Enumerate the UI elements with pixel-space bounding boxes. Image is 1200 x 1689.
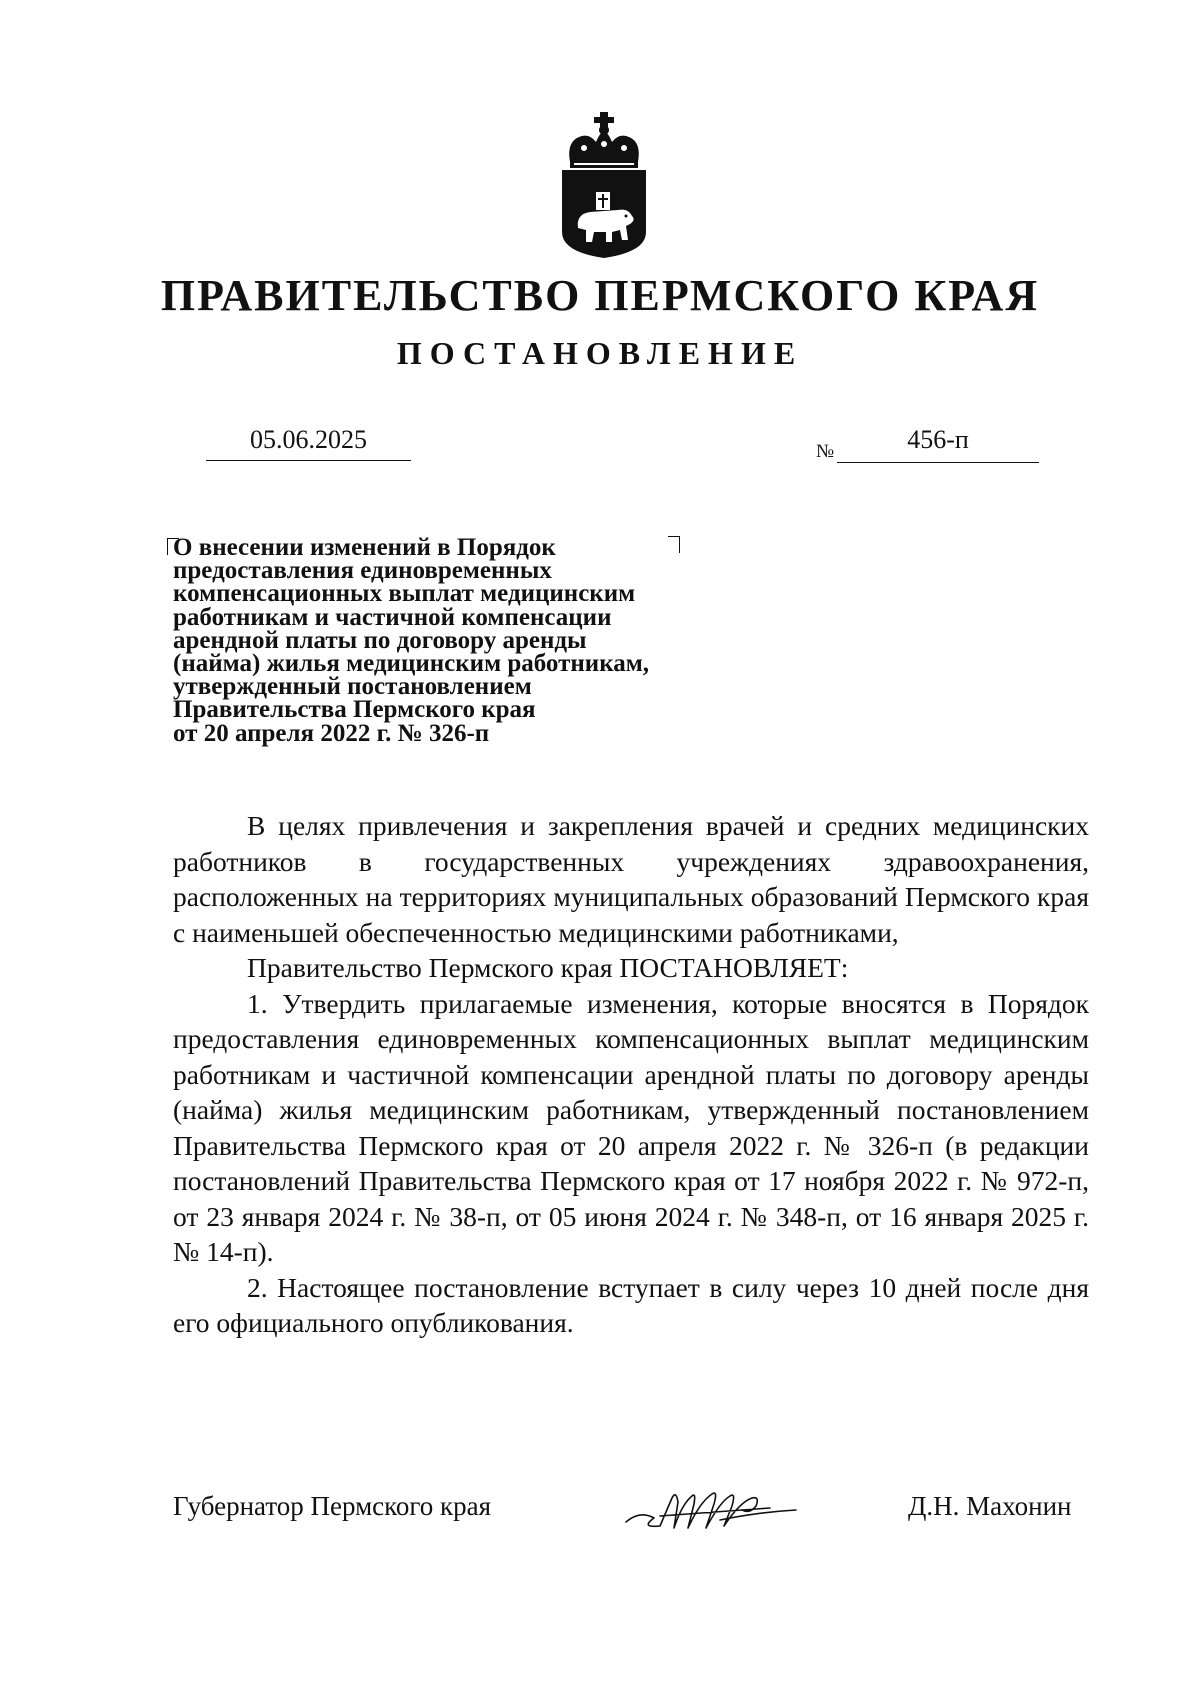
number-label: №: [816, 441, 835, 462]
subject-line: О внесении изменений в Порядок: [173, 534, 556, 561]
signatory-name: Д.Н. Махонин: [908, 1491, 1072, 1521]
subject-line: компенсационных выплат медицинским: [173, 580, 636, 608]
subject-line: утвержденный постановлением: [173, 673, 532, 701]
body-paragraph-item-2: 2. Настоящее постановление вступает в силу через 10 дней после дня его официального опубликования.: [173, 1271, 1089, 1338]
subject-line: от 20 апреля 2022 г. № 326-п: [173, 719, 490, 747]
document-type: ПОСТАНОВЛЕНИЕ: [396, 335, 804, 371]
document-subject: [173, 536, 733, 745]
signatory-position: Губернатор Пермского края: [173, 1491, 492, 1521]
body-paragraph-resolves: Правительство Пермского края ПОСТАНОВЛЯЕТ:: [247, 952, 849, 983]
signature-block: [0, 1480, 1200, 1550]
body-paragraph-item-1: 1. Утвердить прилагаемые изменения, которые вносятся в Порядок предоставления единовременных компенсационных выплат медицинским работникам и частичной компенсации арендной платы по договору аренды (найма) жилья медицинским работникам, утвержденный постановлением Правительства Пермского края от 20 апреля 2022 г. № 326-п (в редакции постановлений Правительства Пермского края от 17 ноября 2022 г. № 972-п, от 23 января 2024 г. № 38-п, от 05 июня 2024 г. № 348-п, от 16 января 2025 г. № 14-п).: [173, 987, 1089, 1267]
subject-line: предоставления единовременных: [173, 557, 552, 585]
document-date: 05.06.2025: [206, 420, 411, 461]
organization-title: ПРАВИТЕЛЬСТВО ПЕРМСКОГО КРАЯ: [160, 271, 1040, 320]
subject-line: работникам и частичной компенсации: [173, 603, 612, 631]
subject-line: (найма) жилья медицинским работникам,: [173, 650, 650, 678]
subject-line: арендной платы по договору аренды: [173, 626, 587, 654]
document-number: 456-п: [837, 420, 1039, 463]
subject-line: Правительства Пермского края: [173, 696, 536, 724]
handwritten-signature: [620, 1480, 800, 1540]
document-body: [173, 808, 1089, 1341]
body-paragraph-preamble: В целях привлечения и закрепления врачей и средних медицинских работников в государственных учреждениях здравоохранения, расположенных на территориях муниципальных образований Пермского края с наименьшей обеспеченностью медицинскими работниками,: [173, 810, 1089, 948]
perm-coat-of-arms-icon: [556, 110, 652, 260]
